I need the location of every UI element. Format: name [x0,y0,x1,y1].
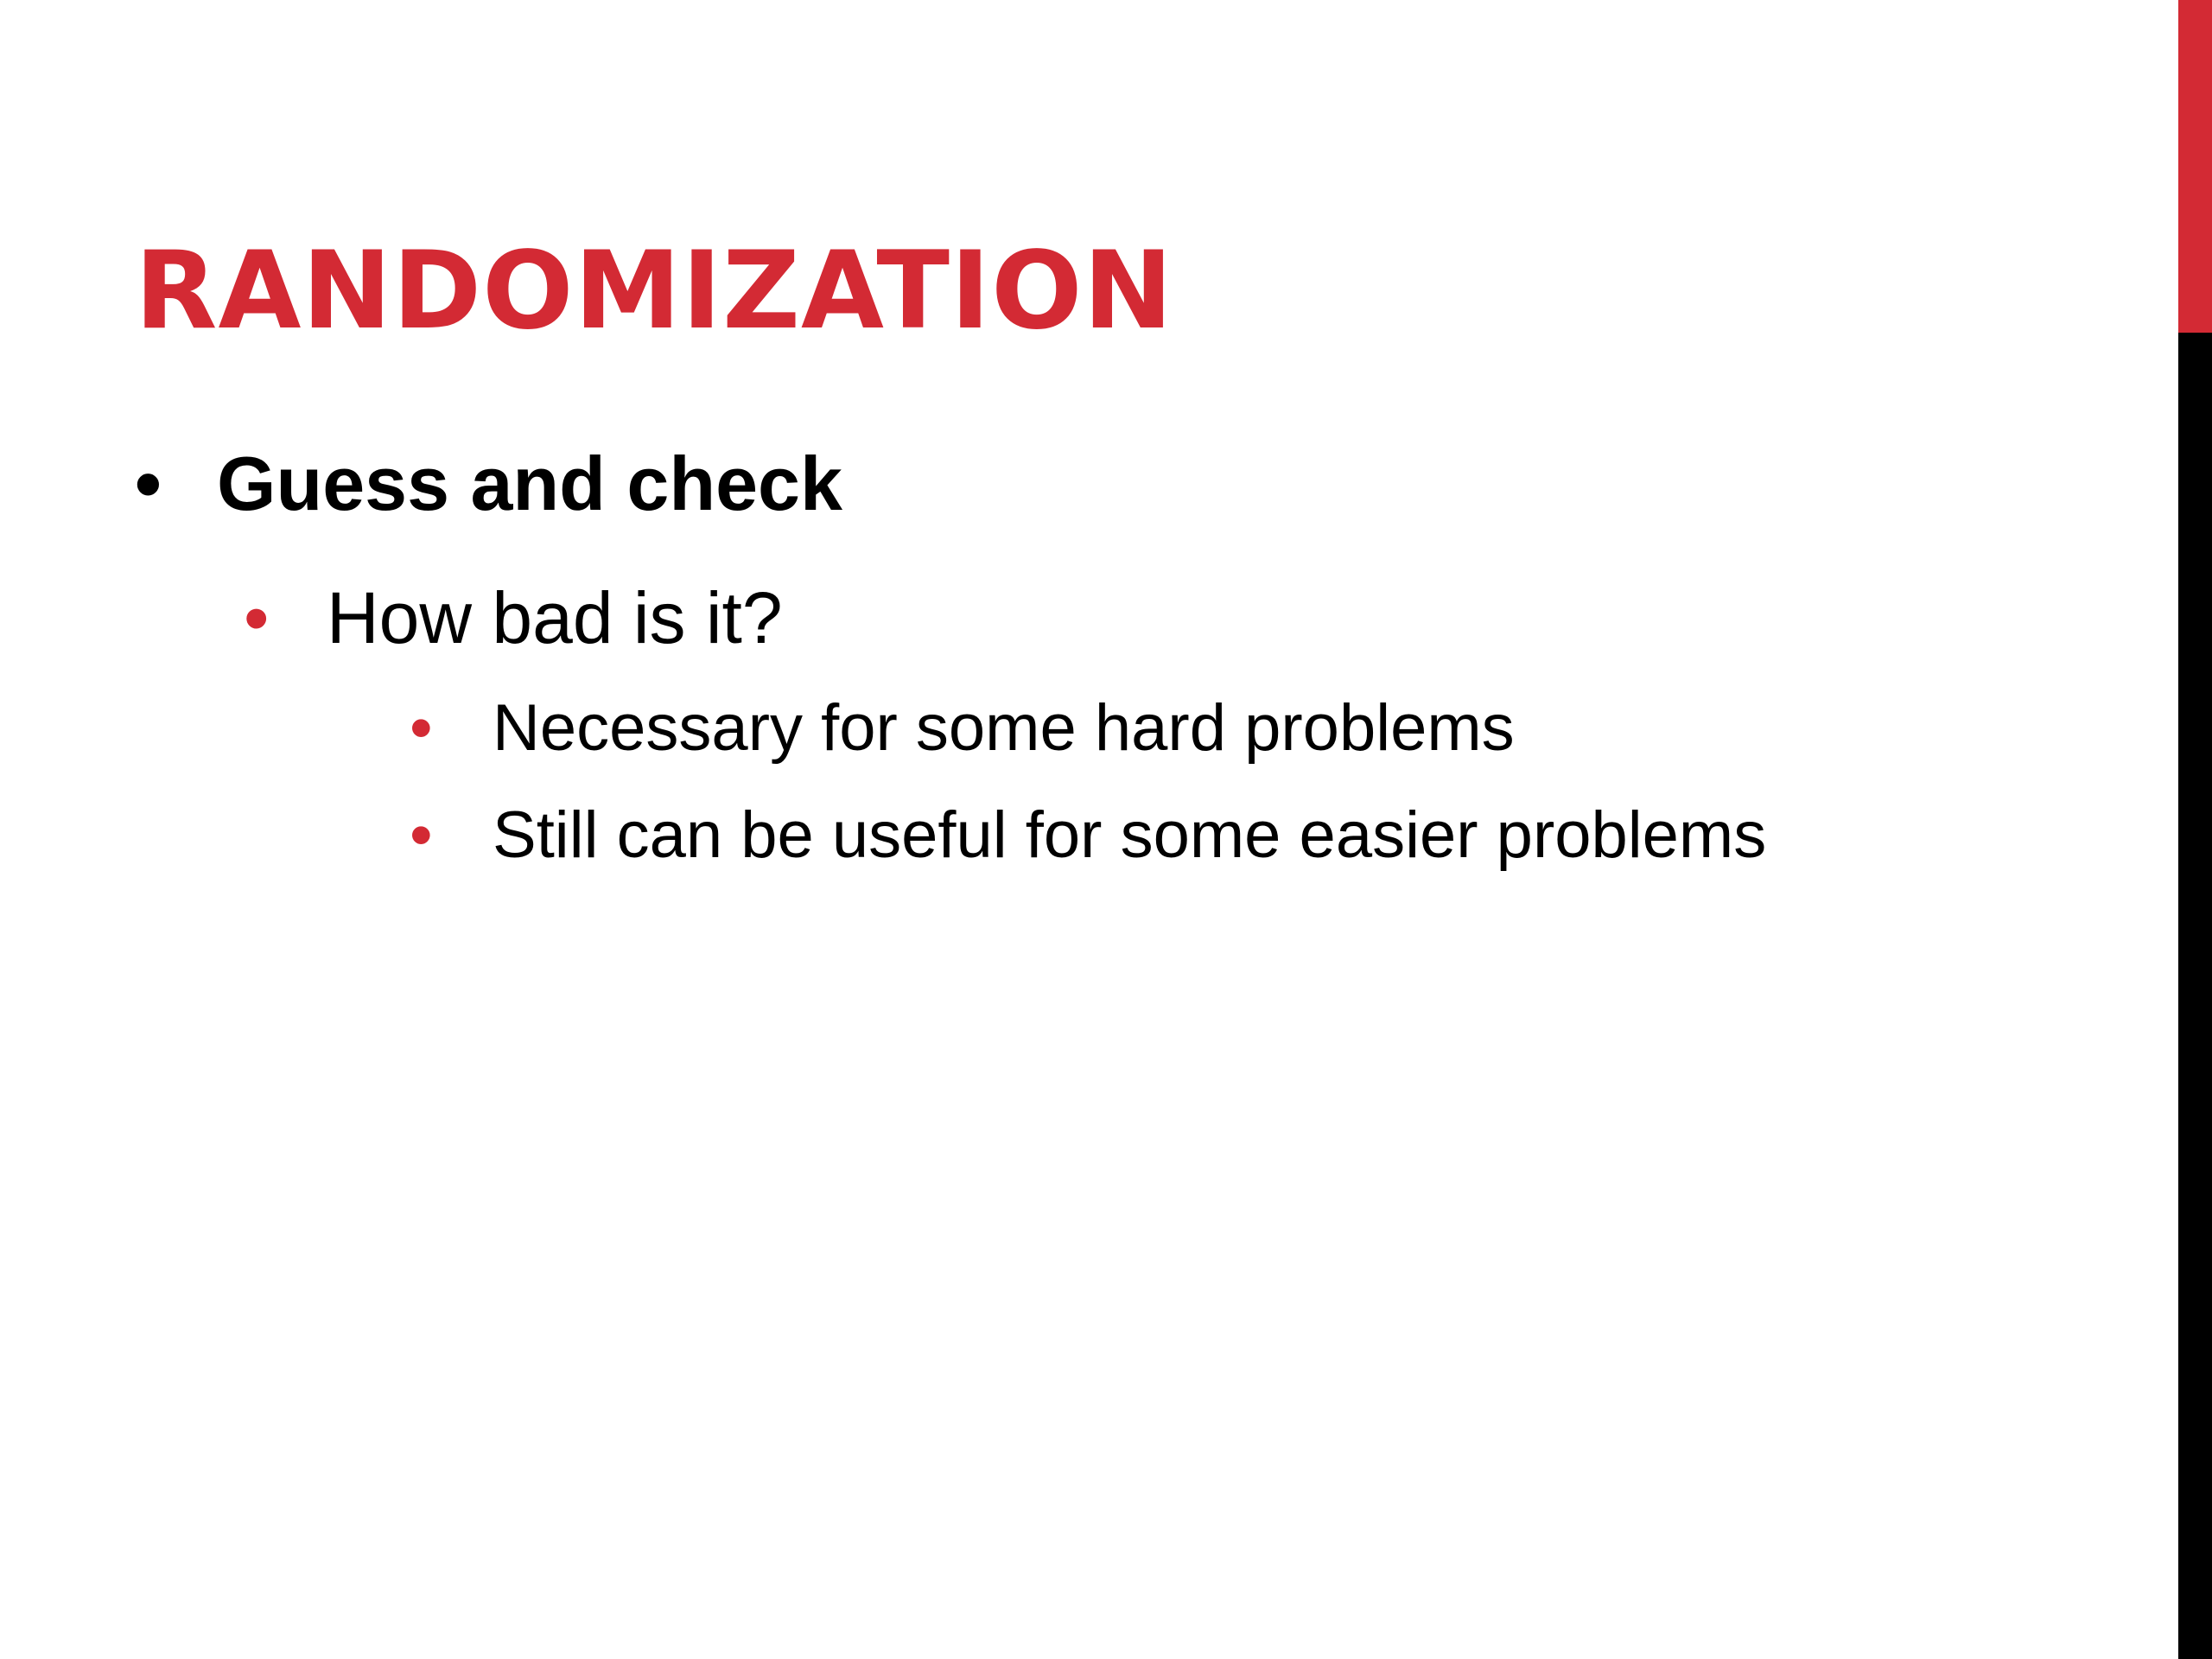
side-accent-bar-red [2178,0,2212,333]
bullet-marker: • [410,691,433,765]
bullet-marker: • [244,577,270,658]
bullet-text: Still can be useful for some easier problems [493,798,1767,872]
slide-title: RANDOMIZATION [135,229,1174,353]
bullet-marker: • [410,798,433,872]
side-accent-bar [2178,0,2212,1659]
bullet-text: Necessary for some hard problems [493,691,1515,765]
side-accent-bar-black [2178,333,2212,1659]
bullet-text: How bad is it? [327,577,783,658]
bullet-text: Guess and check [217,441,842,526]
bullet-marker: • [135,441,162,526]
